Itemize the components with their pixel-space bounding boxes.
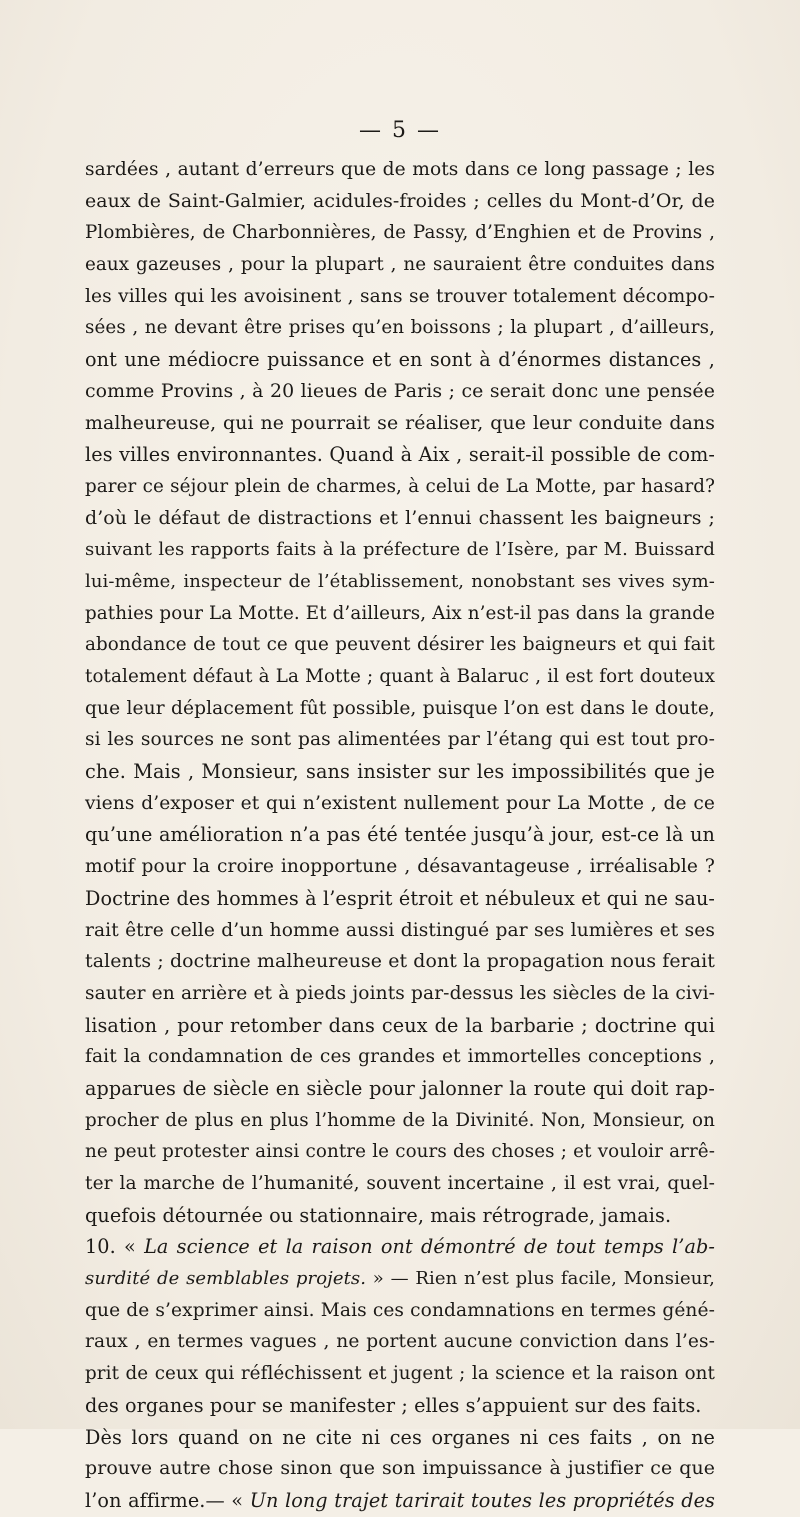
page-number: — 5 —: [359, 118, 441, 143]
text-line: viens d’exposer et qui n’existent nullement pour La Motte , de ce: [85, 792, 715, 814]
text-line: talents ; doctrine malheureuse et dont la propagation nous ferait: [85, 950, 715, 973]
text-line: l’on affirme.— « Un long trajet tarirait toutes les propriétés des: [85, 1488, 715, 1512]
text-line: eaux gazeuses , pour la plupart , ne sauraient être conduites dans: [85, 254, 715, 276]
text-line: malheureuse, qui ne pourrait se réaliser, que leur conduite dans: [85, 411, 715, 434]
italic-quote: La science et la raison ont démontré de tout temps l’ab-: [144, 1235, 715, 1259]
text-line: rait être celle d’un homme aussi distingué par ses lumières et ses: [85, 919, 715, 941]
text-line: ne peut protester ainsi contre le cours des choses ; et vouloir arrê-: [85, 1141, 715, 1163]
text-line: lisation , pour retomber dans ceux de la barbarie ; doctrine qui: [85, 1013, 715, 1037]
italic-quote: surdité de semblables projets.: [85, 1268, 367, 1290]
text-line: totalement défaut à La Motte ; quant à Balaruc , il est fort douteux: [85, 666, 715, 687]
text-line: comme Provins , à 20 lieues de Paris ; ce serait donc une pensée: [85, 379, 715, 402]
text-line: prit de ceux qui réfléchissent et jugent ; la science et la raison ont: [85, 1363, 715, 1385]
text-line: ont une médiocre puissance et en sont à d’énormes distances ,: [85, 348, 715, 372]
text-line: ter la marche de l’humanité, souvent incertaine , il est vrai, quel-: [85, 1173, 715, 1194]
text-line: parer ce séjour plein de charmes, à celui de La Motte, par hasard?: [85, 475, 715, 497]
text-line: d’où le défaut de distractions et l’ennui chassent les baigneurs ;: [85, 506, 715, 529]
text-line: apparues de siècle en siècle pour jalonner la route qui doit rap-: [85, 1076, 715, 1100]
text-line: 10. « La science et la raison ont démontré de tout temps l’ab-: [85, 1235, 715, 1259]
text-line: les villes qui les avoisinent , sans se trouver totalement décompo-: [85, 285, 715, 307]
text-line: che. Mais , Monsieur, sans insister sur les impossibilités que je: [85, 760, 715, 784]
body-text: [85, 154, 715, 1517]
text-line: prouve autre chose sinon que son impuissance à justifier ce que: [85, 1457, 715, 1480]
text-line: Dès lors quand on ne cite ni ces organes ni ces faits , on ne: [85, 1425, 715, 1449]
text-line: Plombières, de Charbonnières, de Passy, d’Enghien et de Provins ,: [85, 222, 715, 244]
text-line: procher de plus en plus l’homme de la Divinité. Non, Monsieur, on: [85, 1109, 715, 1131]
text-line: sées , ne devant être prises qu’en boissons ; la plupart , d’ailleurs,: [85, 317, 715, 339]
text-line: surdité de semblables projets. » — Rien n’est plus facile, Monsieur,: [85, 1268, 715, 1290]
text-line: des organes pour se manifester ; elles s’appuient sur des faits.: [85, 1393, 702, 1417]
text-line: pathies pour La Motte. Et d’ailleurs, Aix n’est-il pas dans la grande: [85, 602, 715, 624]
text-line: que leur déplacement fût possible, puisque l’on est dans le doute,: [85, 697, 715, 719]
text-line: lui-même, inspecteur de l’établissement, nonobstant ses vives sym-: [85, 570, 715, 592]
text-line: que de s’exprimer ainsi. Mais ces condamnations en termes géné-: [85, 1299, 715, 1321]
text-line: si les sources ne sont pas alimentées par l’étang qui est tout pro-: [85, 729, 715, 751]
text-line: qu’une amélioration n’a pas été tentée jusqu’à jour, est-ce là un: [85, 823, 715, 847]
text-line: abondance de tout ce que peuvent désirer les baigneurs et qui fait: [85, 634, 715, 656]
text-line: motif pour la croire inopportune , désavantageuse , irréalisable ?: [85, 856, 715, 878]
text-line: raux , en termes vagues , ne portent aucune conviction dans l’es-: [85, 1331, 715, 1353]
text-line: Doctrine des hommes à l’esprit étroit et nébuleux et qui ne sau-: [85, 886, 715, 910]
italic-quote: Un long trajet tarirait toutes les propriétés des: [249, 1488, 715, 1512]
text-line: quefois détournée ou stationnaire, mais rétrograde, jamais.: [85, 1203, 672, 1227]
text-line: sauter en arrière et à pieds joints par-dessus les siècles de la civi-: [85, 982, 715, 1004]
text-line: fait la condamnation de ces grandes et immortelles conceptions ,: [85, 1046, 715, 1068]
text-line: suivant les rapports faits à la préfecture de l’Isère, par M. Buissard: [85, 539, 715, 561]
text-line: sardées , autant d’erreurs que de mots dans ce long passage ; les: [85, 159, 715, 180]
text-line: eaux de Saint-Galmier, acidules-froides ; celles du Mont-d’Or, de: [85, 189, 715, 212]
text-line: les villes environnantes. Quand à Aix , serait-il possible de com-: [85, 443, 715, 467]
